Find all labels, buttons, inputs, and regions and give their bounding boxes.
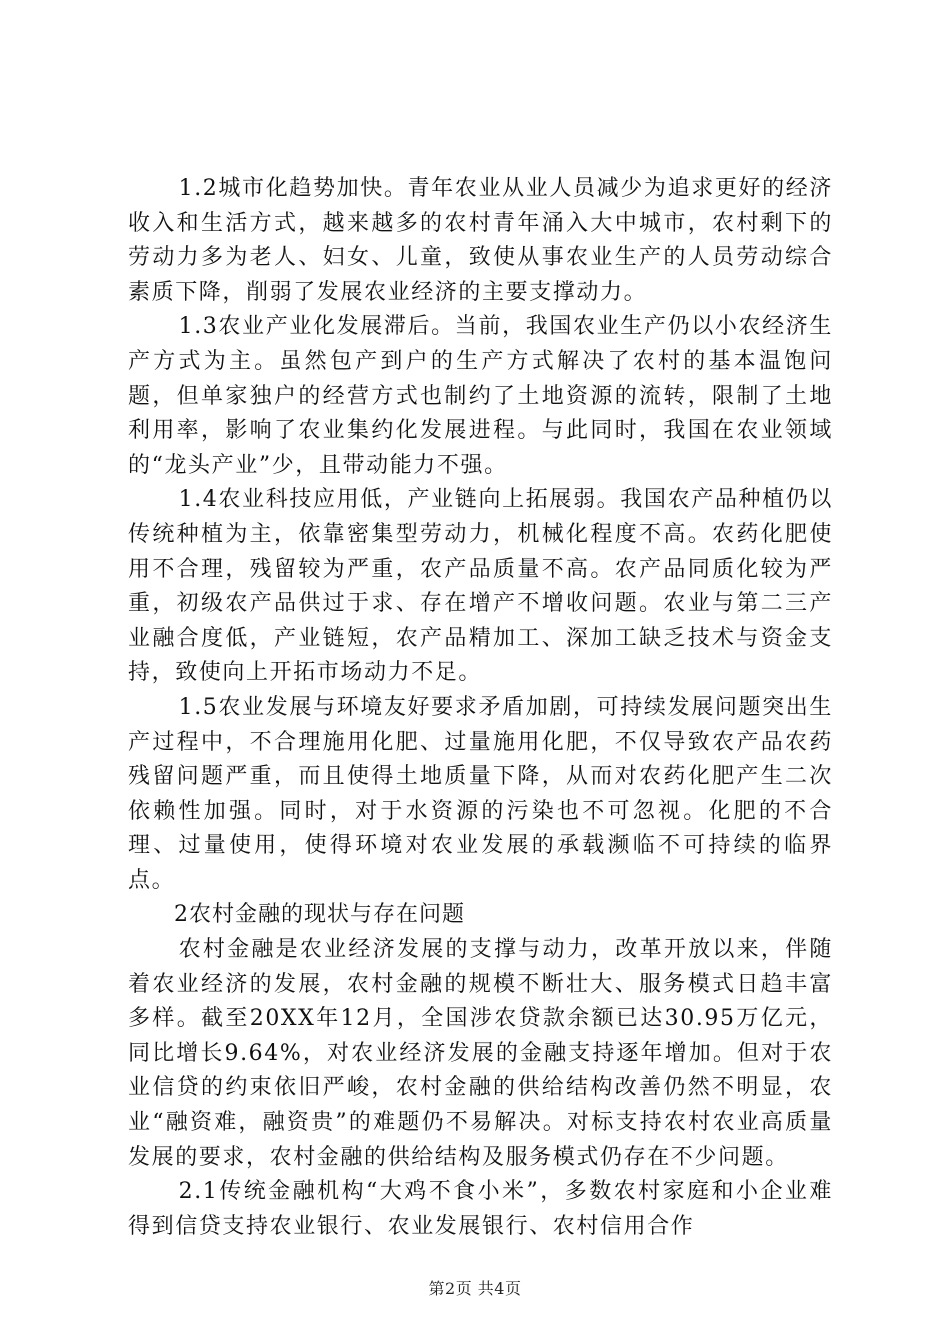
paragraph-1-5: 1.5农业发展与环境友好要求矛盾加剧，可持续发展问题突出生产过程中，不合理施用化肥、过量施用化肥，不仅导致农产品农药残留问题严重，而且使得土地质量下降，从而对农药化肥产生二次依赖性加强。同时，对于水资源的污染也不可忽视。化肥的不合理、过量使用，使得环境对农业发展的承载濒临不可持续的临界点。	[128, 694, 833, 893]
paragraph-1-3: 1.3农业产业化发展滞后。当前，我国农业生产仍以小农经济生产方式为主。虽然包产到户的生产方式解决了农村的基本温饱问题，但单家独户的经营方式也制约了土地资源的流转，限制了土地利用率，影响了农业集约化发展进程。与此同时，我国在农业领域的“龙头产业”少，且带动能力不强。	[128, 314, 833, 478]
document-body	[128, 172, 833, 1244]
section-heading-2: 2农村金融的现状与存在问题	[174, 902, 465, 928]
paragraph-1-2: 1.2城市化趋势加快。青年农业从业人员减少为追求更好的经济收入和生活方式，越来越多的农村青年涌入大中城市，农村剩下的劳动力多为老人、妇女、儿童，致使从事农业生产的人员劳动综合素质下降，削弱了发展农业经济的主要支撑动力。	[128, 176, 833, 305]
paragraph-1-4: 1.4农业科技应用低，产业链向上拓展弱。我国农产品种植仍以传统种植为主，依靠密集型劳动力，机械化程度不高。农药化肥使用不合理，残留较为严重，农产品质量不高。农产品同质化较为严重，初级农产品供过于求、存在增产不增收问题。农业与第二三产业融合度低，产业链短，农产品精加工、深加工缺乏技术与资金支持，致使向上开拓市场动力不足。	[128, 487, 833, 686]
page-footer: 第2页 共4页	[428, 1279, 522, 1298]
paragraph-2-intro: 农村金融是农业经济发展的支撑与动力，改革开放以来，伴随着农业经济的发展，农村金融的规模不断壮大、服务模式日趋丰富多样。截至20XX年12月，全国涉农贷款余额已达30.95万亿元，同比增长9.64%，对农业经济发展的金融支持逐年增加。但对于农业信贷的约束依旧严峻，农村金融的供给结构改善仍然不明显，农业“融资难，融资贵”的难题仍不易解决。对标支持农村农业高质量发展的要求，农村金融的供给结构及服务模式仍存在不少问题。	[128, 937, 833, 1170]
paragraph-2-1: 2.1传统金融机构“大鸡不食小米”，多数农村家庭和小企业难得到信贷支持农业银行、农业发展银行、农村信用合作	[128, 1179, 833, 1239]
